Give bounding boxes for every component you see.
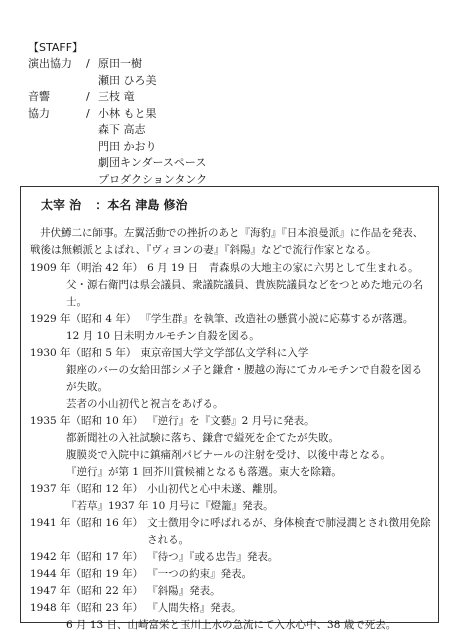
timeline-entry <box>30 583 432 600</box>
entry-year: 1944 年（昭和 19 年） <box>30 568 144 580</box>
staff-name: 門田 かおり <box>98 139 157 153</box>
staff-separator: / <box>86 90 90 103</box>
biography-intro: 井伏鱒二に師事。左翼活動での挫折のあと『海豹』『日本浪曼派』に作品を発表、戦後は無頼派とよばれ、『ヴィヨンの妻』『斜陽』などで流行作家となる。 <box>30 227 424 256</box>
staff-role: 音響 <box>28 90 50 103</box>
entry-year: 1948 年（昭和 23 年） <box>30 602 144 614</box>
staff-row <box>28 56 428 73</box>
staff-name: 劇団キンダースペース <box>98 156 207 169</box>
biography-box <box>20 186 439 631</box>
staff-role <box>28 73 86 90</box>
entry-text: 東京帝国大学文学部仏文学科に入学 <box>140 347 309 359</box>
timeline-entry <box>30 345 432 413</box>
staff-row <box>28 106 428 123</box>
staff-separator <box>86 122 98 139</box>
staff-row <box>28 89 428 106</box>
biography-body <box>30 225 432 634</box>
timeline-entry <box>30 600 432 634</box>
timeline-entry <box>30 549 432 566</box>
staff-row <box>28 155 428 172</box>
staff-name: 原田一樹 <box>98 57 142 70</box>
entry-year: 1947 年（昭和 22 年） <box>30 585 144 597</box>
staff-role: 演出協力 <box>28 57 72 70</box>
staff-name: プロダクションタンク <box>98 172 208 186</box>
staff-row <box>28 139 428 156</box>
timeline-entry <box>30 566 432 583</box>
staff-separator <box>86 139 98 156</box>
staff-name: 瀬田 ひろ美 <box>98 73 157 87</box>
staff-name: 森下 高志 <box>98 123 146 136</box>
staff-row <box>28 73 428 90</box>
biography-title <box>41 195 188 215</box>
entry-detail: 『逆行』が第 1 回芥川賞候補となるも落選。東大を除籍。 <box>66 466 342 478</box>
timeline-entry <box>30 515 432 549</box>
entry-detail: 芸者の小山初代と祝言をあげる。 <box>66 398 224 410</box>
entry-text: 『斜陽』発表。 <box>147 585 221 597</box>
entry-text: 小山初代と心中未遂、離別。 <box>147 483 284 495</box>
staff-role <box>28 122 86 139</box>
staff-row <box>28 122 428 139</box>
staff-name: 小林 もと果 <box>98 106 157 120</box>
staff-heading: 【STAFF】 <box>28 41 84 54</box>
entry-year: 1941 年（昭和 16 年） <box>30 517 144 529</box>
staff-separator <box>86 73 98 90</box>
entry-detail: 『若草』1937 年 10 月号に『燈籠』発表。 <box>66 500 274 512</box>
entry-detail: 6 月 13 日、山崎富栄と玉川上水の急流にて入水心中、38 歳で死去。 <box>66 619 397 631</box>
staff-separator <box>86 155 98 172</box>
entry-year: 1929 年（昭和 4 年） <box>30 313 137 325</box>
timeline-entry <box>30 311 432 345</box>
staff-separator: / <box>86 57 90 70</box>
staff-name: 三枝 竜 <box>98 90 135 103</box>
entry-text: 『一つの約束』発表。 <box>147 568 253 580</box>
entry-year: 1935 年（昭和 10 年） <box>30 415 144 427</box>
entry-text: 『学生群』を執筆、改造社の懸賞小説に応募するが落選。 <box>140 313 414 325</box>
entry-year: 1909 年（明治 42 年） <box>30 262 144 274</box>
staff-role: 協力 <box>28 106 50 120</box>
entry-year: 1937 年（昭和 12 年） <box>30 483 144 495</box>
entry-detail: 腹膜炎で入院中に鎮痛剤パビナールの注射を受け、以後中毒となる。 <box>66 449 391 461</box>
entry-text: 6 月 19 日 青森県の大地主の家に六男として生まれる。 <box>147 262 419 274</box>
entry-text: 『待つ』『或る忠告』発表。 <box>147 551 279 563</box>
entry-text: 『人間失格』発表。 <box>147 602 242 614</box>
timeline-entry <box>30 481 432 515</box>
entry-year: 1930 年（昭和 5 年） <box>30 347 137 359</box>
timeline-entry <box>30 260 432 311</box>
entry-detail: 銀座のバーの女給田部シメ子と鎌倉・腰越の海にてカルモチンで自殺を図るが失敗。 <box>66 364 423 393</box>
staff-role <box>28 139 86 156</box>
entry-detail: 父・源右衛門は県会議員、衆議院議員、貴族院議員などをつとめた地元の名士。 <box>66 279 423 308</box>
author-name: 太宰 治 <box>41 198 82 212</box>
entry-year: 1942 年（昭和 17 年） <box>30 551 144 563</box>
entry-detail: 12 月 10 日未明カルモチン自殺を図る。 <box>66 330 260 342</box>
staff-role <box>28 155 86 172</box>
staff-separator: / <box>86 106 90 120</box>
entry-text: 文士徴用令に呼ばれるが、身体検査で肺浸潤とされ徴用免除される。 <box>147 517 431 546</box>
entry-text: 『逆行』を『文藝』2 月号に発表。 <box>147 415 315 427</box>
author-real-name: ：本名 津島 修治 <box>95 198 188 212</box>
staff-section <box>28 40 428 188</box>
timeline-entry <box>30 413 432 481</box>
entry-detail: 都新聞社の入社試験に落ち、鎌倉で縊死を企てたが失敗。 <box>66 432 339 444</box>
